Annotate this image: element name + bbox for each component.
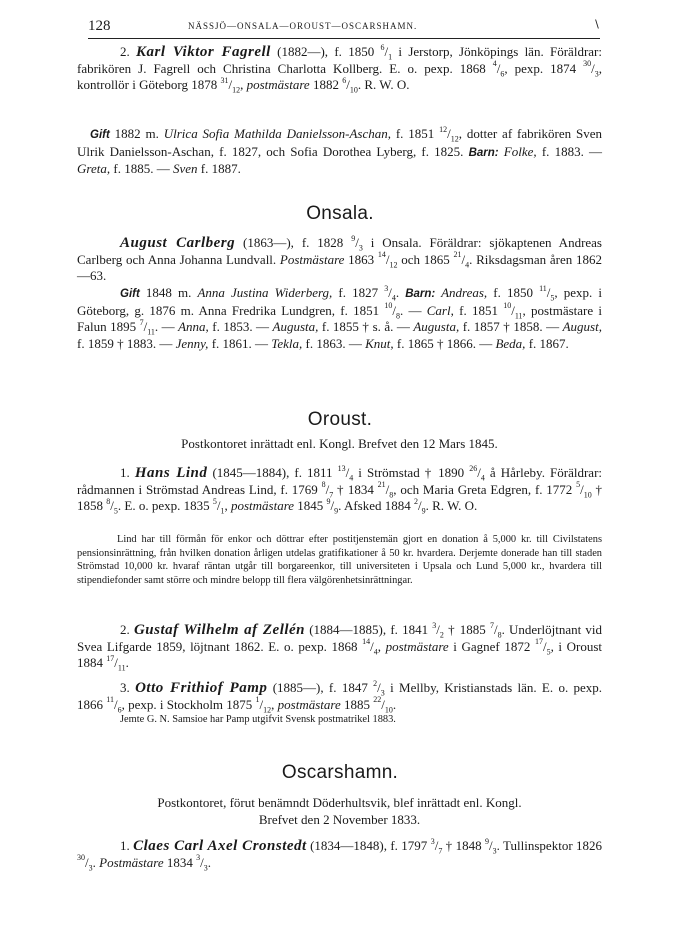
- fraction-num: 3: [432, 620, 437, 630]
- entry-fagrell: 2. Karl Viktor Fagrell (1882—), f. 1850 $^6/_1$ i Jerstorp, Jönköpings län. Föräldrar: fabrikören J. Fagrell och Christina Charlotta Kollberg. E. o. pexp. 1868 $^4/_6$, pexp. 1874 $^{30}/_3$, kontrollör i Göteborg 1878 $^{31}/_{12}$, postmästare 1882 $^6/_{10}$. R. W. O.: [77, 42, 602, 95]
- entry-text: f. 1857 † 1858. —: [459, 319, 563, 335]
- person-name: Otto Frithiof Pamp: [135, 680, 268, 696]
- fraction-den: 3: [203, 863, 208, 873]
- entry-text: , dotter af fabrikören Sven Ulrik Danielsson-Aschan, f. 1827, och Sofia Dorothea Lyberg, f. 1825.: [77, 126, 603, 159]
- fraction-num: 14: [377, 250, 386, 260]
- fraction-den: 7: [329, 490, 334, 500]
- fraction-num: 6: [380, 42, 385, 52]
- entry-text: .: [125, 655, 129, 671]
- child-name: Folke,: [498, 143, 537, 159]
- fraction-den: 1: [220, 506, 225, 516]
- entry-text: 1845: [294, 498, 324, 514]
- fraction-den: 5: [550, 293, 555, 303]
- child-name: Beda,: [495, 335, 526, 351]
- fraction-num: 14: [362, 637, 371, 647]
- entry-text: , och Maria Greta Edgren, f. 1772: [393, 481, 573, 497]
- entry-text: f. 1887.: [197, 161, 241, 177]
- fraction-num: 5: [212, 496, 217, 506]
- entry-text: ,: [224, 498, 231, 514]
- marriage-fagrell: Gift 1882 m. Ulrica Sofia Mathilda Danielsson-Aschan, f. 1851 $^{12}/_{12}$, dotter af fabrikören Sven Ulrik Danielsson-Aschan, f. 1827, och Sofia Dorothea Lyberg, f. 1825. Barn: Folke, f. 1883. — Greta, f. 1885. — Sven f. 1887.: [77, 124, 603, 177]
- child-name: Anna,: [178, 319, 209, 335]
- office-title: Postmästare: [279, 251, 345, 267]
- entry-text: ,: [240, 77, 244, 93]
- fraction-den: 10: [384, 705, 393, 715]
- child-name: Tekla,: [271, 335, 303, 351]
- fraction-num: 7: [489, 620, 494, 630]
- page-number: 128: [88, 18, 111, 34]
- fraction-den: 3: [594, 69, 599, 79]
- entry-text: 1848 m.: [139, 285, 198, 300]
- entry-text: i Jerstorp, Jönköpings län. Föräldrar: fabrikören J. Fagrell och Christina Charlotta Kollberg. E. o. pexp. 1868: [77, 44, 602, 76]
- child-name: Andreas,: [435, 285, 488, 300]
- fraction-num: 10: [384, 301, 393, 311]
- entry-text: . Riksdagsman åren 1862—63.: [77, 251, 602, 284]
- fraction-num: 3: [384, 283, 389, 293]
- entry-text: . Tullinspektor 1826: [496, 838, 603, 853]
- oscarshamn-intro-line1: Postkontoret, förut benämndt Döderhultsvik, blef inrättadt enl. Kongl.: [157, 795, 522, 810]
- entry-text: 1882 m.: [109, 126, 164, 141]
- note-lind: Lind har till förmån för enkor och döttrar efter postitjenstemän gjort en donation å 5,000 kr. till Civilstatens pensionsinrättning, från hvilken donation årligen utdelas gratifikationer å 50 kr. hvardera. Derjemte donerade han till staden Strömstad 10,000 kr. hvaraf räntan utgår till borgareenkor, till universiteten i Upsala och Lund 5,000 kr., hvardera till stipendiefonder samt större och mindre belopp till flera välgörenhetsinrättningar.: [77, 534, 602, 586]
- office-title: postmästare: [385, 638, 449, 654]
- office-title: postmästare: [246, 77, 310, 93]
- header-mark: ∖: [592, 19, 600, 31]
- fraction-num: 30: [77, 853, 85, 863]
- entry-text: f. 1859 † 1883. —: [77, 335, 176, 351]
- entry-text: .: [395, 285, 406, 300]
- barn-label: Barn:: [468, 146, 499, 159]
- entry-text: i Onsala. Föräldrar: sjökaptenen Andreas Carlberg och Anna Johanna Lundvall.: [77, 235, 602, 267]
- entry-text: 1834: [163, 854, 193, 870]
- entry-text: å Hårleby. Föräldrar: rådmannen i Strömstad Andreas Lind, f. 1769: [77, 465, 603, 497]
- fraction-den: 8: [497, 630, 502, 640]
- entry-text: † 1834: [333, 481, 374, 497]
- entry-text: (1863—), f. 1828: [235, 235, 344, 250]
- person-name: Claes Carl Axel Cronstedt: [133, 838, 307, 854]
- entry-text: f. 1827: [332, 285, 379, 300]
- entry-pamp: 3. Otto Frithiof Pamp (1885—), f. 1847 $^2/_3$ i Mellby, Kristianstads län. E. o. pexp. 1866 $^{11}/_6$, pexp. i Stockholm 1875 $^1/_{12}$, postmästare 1885 $^{22}/_{10}$.: [77, 678, 603, 715]
- entry-number: 2.: [120, 44, 130, 59]
- fraction-den: 4: [480, 473, 485, 483]
- entry-text: , pexp. 1874: [504, 60, 577, 76]
- person-name: Hans Lind: [134, 465, 208, 481]
- entry-text: (1882—), f. 1850: [270, 44, 375, 59]
- fraction-den: 5: [546, 647, 551, 657]
- child-name: Greta,: [77, 161, 111, 177]
- entry-text: , postmästare i Falun 1895: [77, 302, 603, 335]
- entry-text: f. 1867.: [525, 335, 569, 351]
- fraction-den: 2: [439, 630, 444, 640]
- entry-text: f. 1855 † s. å. —: [318, 319, 414, 335]
- fraction-num: 31: [220, 75, 229, 85]
- fraction-den: 3: [88, 863, 93, 873]
- entry-text: (1845—1884), f. 1811: [207, 465, 333, 480]
- fraction-num: 13: [337, 463, 346, 473]
- entry-lind: 1. Hans Lind (1845—1884), f. 1811 $^{13}/_4$ i Strömstad † 1890 $^{26}/_4$ å Hårleby. Föräldrar: rådmannen i Strömstad Andreas Lind, f. 1769 $^8/_7$ † 1834 $^{21}/_8$, och Maria Greta Edgren, f. 1772 $^5/_{10}$ † 1858 $^8/_5$. E. o. pexp. 1835 $^5/_1$, postmästare 1845 $^9/_9$. Afsked 1884 $^2/_9$. R. W. O.: [77, 463, 603, 516]
- entry-text: . —: [400, 302, 427, 318]
- fraction-den: 12: [389, 260, 398, 270]
- child-name: Sven: [172, 161, 198, 177]
- fraction-num: 10: [503, 301, 512, 311]
- entry-text: .: [92, 854, 100, 870]
- entry-carlberg: August Carlberg (1863—), f. 1828 $^9/_3$ i Onsala. Föräldrar: sjökaptenen Andreas Carlberg och Anna Johanna Lundvall. Postmästare 1863 $^{14}/_{12}$ och 1865 $^{21}/_4$. Riksdagsman åren 1862—63.: [77, 233, 602, 284]
- fraction-den: 12: [450, 134, 459, 144]
- fraction-num: 5: [576, 480, 581, 490]
- spouse-name: Ulrica Sofia Mathilda Danielsson-Aschan,: [163, 126, 391, 141]
- entry-text: † 1885: [443, 622, 486, 637]
- fraction-den: 3: [358, 243, 363, 253]
- fraction-den: 8: [389, 490, 394, 500]
- person-name: Karl Viktor Fagrell: [136, 44, 271, 60]
- entry-text: (1884—1885), f. 1841: [305, 622, 429, 637]
- section-heading-oroust: Oroust.: [307, 409, 373, 430]
- fraction-den: 12: [263, 705, 272, 715]
- fraction-den: 11: [117, 663, 126, 673]
- entry-text: † 1858: [77, 481, 603, 514]
- fraction-den: 8: [396, 311, 400, 321]
- note-pamp: Jemte G. N. Samsioe har Pamp utgifvit Svensk postmatrikel 1883.: [120, 714, 396, 725]
- entry-text: f. 1851: [453, 302, 498, 318]
- entry-text: f. 1853. —: [208, 319, 273, 335]
- fraction-num: 9: [485, 836, 490, 846]
- spouse-name: Anna Justina Widerberg,: [197, 285, 333, 300]
- entry-text: 1882: [309, 77, 339, 93]
- entry-text: . —: [154, 319, 179, 335]
- entry-text: . E. o. pexp. 1835: [117, 498, 210, 514]
- fraction-num: 26: [469, 463, 478, 473]
- fraction-den: 12: [232, 85, 241, 95]
- entry-text: .: [207, 854, 212, 870]
- entry-number: 2.: [120, 622, 130, 637]
- child-name: August,: [562, 319, 602, 335]
- fraction-den: 6: [500, 69, 505, 79]
- child-name: Knut,: [365, 335, 394, 351]
- fraction-den: 4: [465, 260, 470, 270]
- entry-text: . Underlöjtnant vid Svea Lifgarde 1859, löjtnant 1862. E. o. pexp. 1868: [77, 622, 603, 654]
- entry-text: i Strömstad † 1890: [353, 465, 465, 480]
- entry-text: f. 1850: [487, 285, 533, 300]
- fraction-num: 1: [255, 695, 260, 705]
- entry-text: f. 1863. —: [302, 335, 366, 351]
- fraction-den: 4: [349, 473, 354, 483]
- fraction-den: 5: [113, 506, 118, 516]
- fraction-num: 3: [430, 836, 435, 846]
- fraction-num: 12: [439, 124, 448, 134]
- fraction-den: 11: [514, 311, 523, 321]
- section-heading-oscarshamn: Oscarshamn.: [281, 762, 399, 783]
- entry-text: † 1848: [442, 838, 482, 853]
- entry-text: i Gagnef 1872: [448, 638, 531, 654]
- fraction-den: 4: [391, 293, 396, 303]
- fraction-num: 21: [377, 480, 386, 490]
- fraction-den: 7: [438, 846, 443, 856]
- entry-text: , kontrollör i Göteborg 1878: [77, 60, 602, 93]
- fraction-num: 9: [326, 496, 331, 506]
- fraction-den: 3: [492, 846, 497, 856]
- oroust-intro: Postkontoret inrättadt enl. Kongl. Brefvet den 12 Mars 1845.: [181, 436, 498, 451]
- fraction-num: 17: [106, 653, 115, 663]
- fraction-den: 9: [421, 506, 426, 516]
- fraction-num: 21: [453, 250, 462, 260]
- entry-text: f. 1885. —: [110, 161, 173, 177]
- entry-text: . R. W. O.: [357, 77, 410, 93]
- entry-text: , pexp. i Göteborg, g. 1876 m. Anna Fredrika Lundgren, f. 1851: [77, 285, 602, 318]
- entry-number: 3.: [120, 680, 130, 695]
- entry-text: f. 1851: [391, 126, 435, 141]
- entry-text: , pexp. i Stockholm 1875: [121, 696, 253, 712]
- running-header: [88, 18, 600, 38]
- entry-text: i Mellby, Kristianstads län. E. o. pexp. 1866: [77, 680, 603, 712]
- entry-text: f. 1861. —: [208, 335, 272, 351]
- oscarshamn-intro-line2: Brefvet den 2 November 1833.: [258, 812, 421, 827]
- barn-label: Barn:: [405, 288, 436, 300]
- entry-text: . Afsked 1884: [338, 498, 411, 514]
- fraction-den: 4: [373, 647, 378, 657]
- entry-text: f. 1865 † 1866. —: [393, 335, 496, 351]
- child-name: Augusta,: [272, 319, 319, 335]
- entry-text: (1885—), f. 1847: [267, 680, 368, 695]
- office-title: postmästare: [230, 498, 295, 514]
- header-rule: [88, 38, 600, 39]
- entry-text: . R. W. O.: [425, 498, 478, 514]
- entry-number: 1.: [120, 465, 130, 480]
- entry-text: , i Oroust 1884: [77, 638, 603, 671]
- fraction-num: 30: [583, 59, 592, 69]
- fraction-den: 10: [349, 85, 358, 95]
- entry-text: ,: [377, 638, 386, 654]
- fraction-den: 1: [388, 52, 393, 62]
- entry-cronstedt: 1. Claes Carl Axel Cronstedt (1834—1848), f. 1797 $^3/_7$ † 1848 $^9/_3$. Tullinspektor 1826 $^{30}/_3$. Postmästare 1834 $^3/_3$.: [77, 836, 603, 873]
- fraction-num: 11: [539, 283, 547, 293]
- fraction-num: 22: [373, 695, 382, 705]
- fraction-den: 3: [380, 688, 385, 698]
- marriage-carlberg: Gift 1848 m. Anna Justina Widerberg, f. 1827 $^3/_4$. Barn: Andreas, f. 1850 $^{11}/_5$, pexp. i Göteborg, g. 1876 m. Anna Fredrika Lundgren, f. 1851 $^{10}/_8$. — Carl, f. 1851 $^{10}/_{11}$, postmästare i Falun 1895 $^7/_{11}$. — Anna, f. 1853. — Augusta, f. 1855 † s. å. — Augusta, f. 1857 † 1858. — August, f. 1859 † 1883. — Jenny, f. 1861. — Tekla, f. 1863. — Knut, f. 1865 † 1866. — Beda, f. 1867.: [77, 283, 603, 351]
- entry-text: 1885: [340, 696, 370, 712]
- child-name: Jenny,: [175, 335, 209, 351]
- entry-text: ,: [271, 696, 278, 712]
- fraction-num: 8: [321, 480, 326, 490]
- child-name: Carl,: [426, 302, 454, 318]
- fraction-num: 2: [373, 678, 378, 688]
- entry-text: .: [392, 696, 397, 712]
- gift-label: Gift: [120, 288, 140, 300]
- entry-text: 1863: [344, 251, 375, 267]
- fraction-num: 9: [351, 233, 356, 243]
- fraction-num: 3: [196, 853, 201, 863]
- fraction-den: 9: [334, 506, 339, 516]
- fraction-den: 11: [147, 327, 155, 337]
- person-name: August Carlberg: [120, 235, 236, 251]
- entry-text: f. 1883. —: [536, 143, 603, 159]
- person-name: Gustaf Wilhelm af Zellén: [133, 622, 306, 638]
- office-title: Postmästare: [99, 854, 164, 870]
- section-heading-onsala: Onsala.: [306, 203, 374, 224]
- fraction-den: 6: [117, 705, 122, 715]
- gift-label: Gift: [90, 129, 110, 141]
- fraction-num: 17: [534, 637, 543, 647]
- entry-number: 1.: [120, 838, 130, 853]
- fraction-num: 8: [106, 496, 111, 506]
- office-title: postmästare: [277, 696, 341, 712]
- entry-zellen: 2. Gustaf Wilhelm af Zellén (1884—1885), f. 1841 $^3/_2$ † 1885 $^7/_8$. Underlöjtnant vid Svea Lifgarde 1859, löjtnant 1862. E. o. pexp. 1868 $^{14}/_4$, postmästare i Gagnef 1872 $^{17}/_5$, i Oroust 1884 $^{17}/_{11}$.: [77, 620, 603, 673]
- fraction-num: 7: [139, 317, 144, 327]
- entry-text: (1834—1848), f. 1797: [306, 838, 428, 853]
- entry-text: och 1865: [397, 251, 450, 267]
- fraction-num: 4: [492, 59, 497, 69]
- fraction-den: 10: [583, 490, 592, 500]
- running-title: NÄSSJÖ—ONSALA—OROUST—OSCARSHAMN.: [188, 21, 418, 31]
- fraction-num: 6: [342, 75, 347, 85]
- fraction-num: 11: [106, 695, 114, 705]
- child-name: Augusta,: [413, 319, 460, 335]
- fraction-num: 2: [414, 496, 419, 506]
